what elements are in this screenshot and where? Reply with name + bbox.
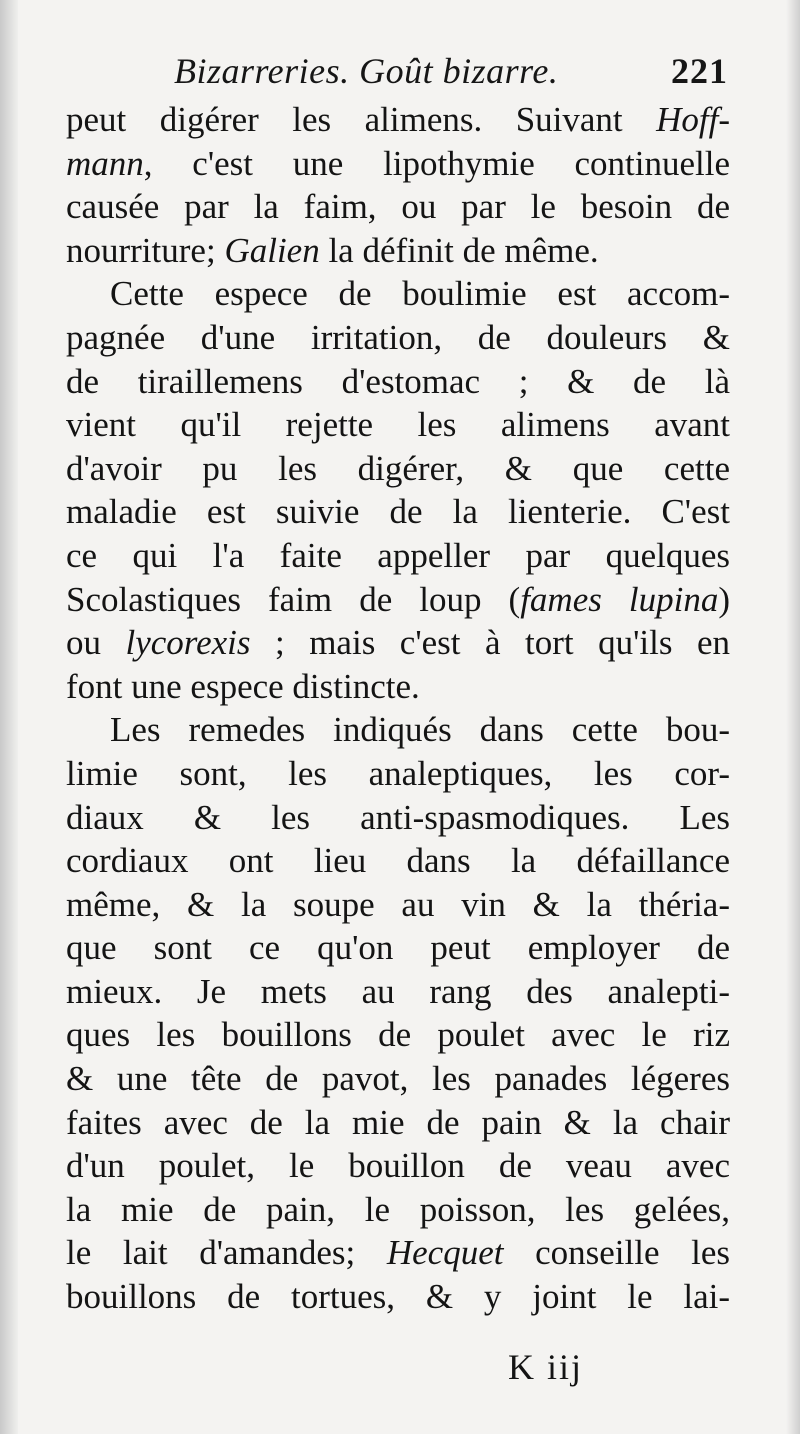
text-line	[66, 621, 730, 665]
line-text: même, & la soupe au vin & la théria-	[66, 884, 730, 924]
text-line	[66, 403, 730, 447]
text-line	[66, 839, 730, 883]
line-text: le lait d'amandes;	[66, 1233, 387, 1273]
page-edge-left	[0, 0, 18, 1434]
line-text: ; mais c'est à tort qu'ils en	[250, 623, 730, 663]
line-text: causée par la faim, ou par le besoin de	[66, 187, 730, 227]
line-text: vient qu'il rejette les alimens avant	[66, 405, 730, 445]
line-text: d'avoir pu les digérer, & que cette	[66, 448, 730, 488]
body-text	[66, 98, 730, 1319]
line-text: peut digérer les alimens. Suivant	[66, 100, 657, 139]
line-text: conseille les	[503, 1233, 730, 1273]
line-text: ou	[66, 623, 126, 663]
text-line	[66, 665, 730, 709]
line-text: , c'est une lipothymie continuelle	[143, 143, 730, 183]
page-number: 221	[671, 51, 728, 91]
text-line	[66, 1013, 730, 1057]
text-line	[66, 534, 730, 578]
line-text: Cette espece de boulimie est accom-	[110, 274, 730, 314]
text-line	[66, 185, 730, 229]
line-text: diaux & les anti-spasmodiques. Les	[66, 797, 730, 837]
italic-text: lycorexis	[125, 623, 251, 663]
line-text: faites avec de la mie de pain & la chair	[66, 1102, 730, 1142]
text-line	[66, 1144, 730, 1188]
line-text: d'un poulet, le bouillon de veau avec	[66, 1146, 730, 1186]
line-text: Scolastiques faim de loup (	[66, 579, 521, 619]
text-line	[66, 1101, 730, 1145]
text-line	[66, 796, 730, 840]
text-line	[66, 98, 730, 142]
line-text: limie sont, les analeptiques, les cor-	[66, 753, 730, 793]
line-text: mieux. Je mets au rang des analepti-	[66, 971, 730, 1011]
line-text: nourriture;	[66, 230, 225, 270]
line-text: la définit de même.	[319, 230, 599, 270]
text-line	[66, 229, 730, 273]
line-text: ce qui l'a faite appeller par quelques	[66, 535, 730, 575]
text-line	[66, 926, 730, 970]
text-line	[66, 142, 730, 186]
signature-mark: K iij	[508, 1347, 584, 1387]
line-text: la mie de pain, le poisson, les gelées,	[66, 1189, 730, 1229]
text-line	[66, 272, 730, 316]
line-text: maladie est suivie de la lienterie. C'est	[66, 492, 730, 532]
line-text: font une espece distincte.	[66, 666, 420, 706]
italic-text: Galien	[224, 230, 320, 270]
text-line	[66, 1231, 730, 1275]
line-text: cordiaux ont lieu dans la défaillance	[66, 841, 730, 881]
italic-text: mann	[66, 143, 144, 183]
line-text: Les remedes indiqués dans cette bou-	[110, 710, 730, 750]
text-line	[66, 1057, 730, 1101]
text-line	[66, 578, 730, 622]
running-head: Bizarreries. Goût bizarre.	[174, 51, 559, 91]
line-text: bouillons de tortues, & y joint le lai-	[66, 1277, 730, 1317]
italic-text: Hecquet	[386, 1233, 504, 1273]
line-text: pagnée d'une irritation, de douleurs &	[66, 317, 730, 357]
text-line	[66, 1275, 730, 1319]
text-line	[66, 447, 730, 491]
text-line	[66, 490, 730, 534]
italic-text: Hoff-	[656, 100, 730, 139]
text-line	[66, 708, 730, 752]
text-line	[66, 316, 730, 360]
text-line	[66, 360, 730, 404]
text-line	[66, 1188, 730, 1232]
line-text: de tiraillemens d'estomac ; & de là	[66, 361, 730, 401]
text-line	[66, 752, 730, 796]
page-edge-right	[786, 0, 800, 1434]
page-header	[70, 50, 730, 100]
text-line	[66, 970, 730, 1014]
line-text: )	[718, 579, 730, 619]
line-text: ques les bouillons de poulet avec le riz	[66, 1015, 730, 1055]
line-text: & une tête de pavot, les panades légeres	[66, 1059, 730, 1099]
text-line	[66, 883, 730, 927]
italic-text: fames lupina	[520, 579, 719, 619]
line-text: que sont ce qu'on peut employer de	[66, 928, 730, 968]
